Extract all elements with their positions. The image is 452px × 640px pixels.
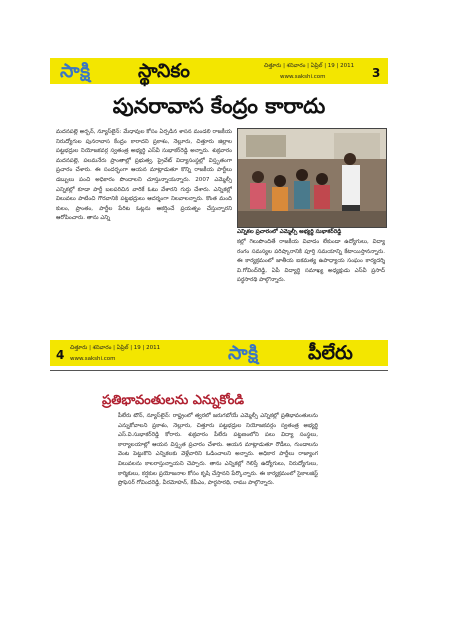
newspaper-logo: సాక్షి	[60, 60, 91, 82]
page-number: 4	[56, 348, 65, 362]
photo-caption: ఎన్నికల ప్రచారంలో ఎమ్మెల్సీ అభ్యర్థి సుభాకర్‌రెడ్డి	[237, 229, 342, 235]
article-body-left: మదనపల్లె అర్బన్, న్యూస్‌లైన్: మేధావుల కోసం ఏర్పడిన శాసన మండలి రాజకీయ నిరుద్యోగుల పునరావాస కేంద్రం కారాదని ప్రకాశం, నెల్లూరు, చిత్తూరు జిల్లాల పట్టభద్రుల నియోజకవర్గ స్వతంత్ర అభ్యర్థి ఎస్‌వీ సుభాకర్‌రెడ్డి అన్నారు. శుక్రవారం మదనపల్లె, పలమనేరు ప్రాంతాల్లో ప్రభుత్వ, ప్రైవేట్ విద్యాసంస్థల్లో విస్తృతంగా ప్రచారం చేశారు. ఈ సందర్భంగా ఆయన మాట్లాడుతూ కొన్ని రాజకీయ పార్టీలు డబ్బులు పంచి అధికారం పొందాలని చూస్తున్నాయన్నారు. 2007 ఎమ్మెల్సీ ఎన్నికల్లో కూడా పార్టీ బలపరిచిన వారికే ఓటు వేశారని గుర్తు చేశారు. ఎన్నికల్లో విలువలు పాటించి గౌరవానికి పట్టభద్రులు ఆదర్శంగా నిలవాలన్నారు. కొంత మంది కులం, ప్రాంతం, పార్టీల పేరిట ఓట్లను ఆకర్షించే ప్రయత్నం చేస్తున్నారని ఆరోపించారు. తాను ఎన్ని	[56, 129, 232, 222]
website: www.sakshi.com	[70, 356, 116, 362]
candidate-campaign-photo	[237, 128, 387, 228]
article-body: పీలేరు టౌన్, న్యూస్‌లైన్: రాష్ట్రంలో త్వరలో జరుగబోయే ఎమ్మెల్సీ ఎన్నికల్లో ప్రతిభావంతులను ఎన్నుకోవాలని ప్రకాశం, నెల్లూరు, చిత్తూరు పట్టభద్రుల నియోజకవర్గం స్వతంత్ర అభ్యర్థి ఎస్.వి.సుభాకర్‌రెడ్డి కోరారు. శుక్రవారం పీలేరు పట్టణంలోని పలు విద్యా సంస్థలు, కార్యాలయాల్లో ఆయన విస్తృత ప్రచారం చేశారు. ఆయన మాట్లాడుతూ రౌడీలు, గుండాలను వెంట పెట్టుకొని ఎన్నికలకు వెళ్లేవారిని ఓడించాలని అన్నారు. అధికార పార్టీలు రాజ్యాంగ విలువలను కాలరాస్తున్నాయని చెప్పారు. తాను ఎన్నికల్లో గెలిస్తే ఉద్యోగులు, నిరుద్యోగులు, కార్మికులు, కర్షకుల ప్రయోజనాల కోసం కృషి చేస్తానని పేర్కొన్నారు. ఈ కార్యక్రమంలో సైకాలజిస్ట్ ప్రొఫెసర్ గోవిందరెడ్డి, వీరమోహన్, కేపీఎం, పార్థసారథి, రాము పాల్గొన్నారు.	[118, 413, 318, 487]
page-number: 3	[372, 66, 381, 80]
headline: పునరావాస కేంద్రం కారాదు	[112, 93, 326, 118]
dateline: చిత్తూరు | శనివారం | ఏప్రిల్ | 19 | 2011	[70, 345, 161, 351]
website: www.sakshi.com	[280, 74, 326, 80]
dateline: చిత్తూరు | శనివారం | ఏప్రిల్ | 19 | 2011	[264, 63, 355, 69]
article-body-right: కల్లో గెలుపొందితే రాజకీయ వివాదం లేకుండా ఉద్యోగులు, విద్యా రంగం సమస్యల పరిష్కారానికి పూర్తి సమయాన్ని కేటాయిస్తానన్నారు. ఈ కార్యక్రమంలో జాతీయ ఐకమత్య ఉపాధ్యాయ సంఘం కార్యదర్శి వి.గోవింద్‌రెడ్డి, ఏపీ విద్యార్థి సమాఖ్య అధ్యక్షుడు ఎస్‌వీ ప్రసాద్ పర్థసారథి పాల్గొన్నారు.	[237, 239, 385, 284]
masthead	[50, 340, 388, 366]
news-clipping-2	[50, 340, 388, 604]
headline: ప్రతిభావంతులను ఎన్నుకోండి	[102, 393, 244, 408]
section-title: పీలేరు	[308, 342, 353, 364]
news-clipping-1	[50, 58, 388, 334]
newspaper-logo: సాక్షి	[228, 342, 259, 364]
masthead	[50, 58, 388, 84]
divider	[50, 370, 388, 371]
section-title: స్థానికం	[138, 60, 190, 82]
